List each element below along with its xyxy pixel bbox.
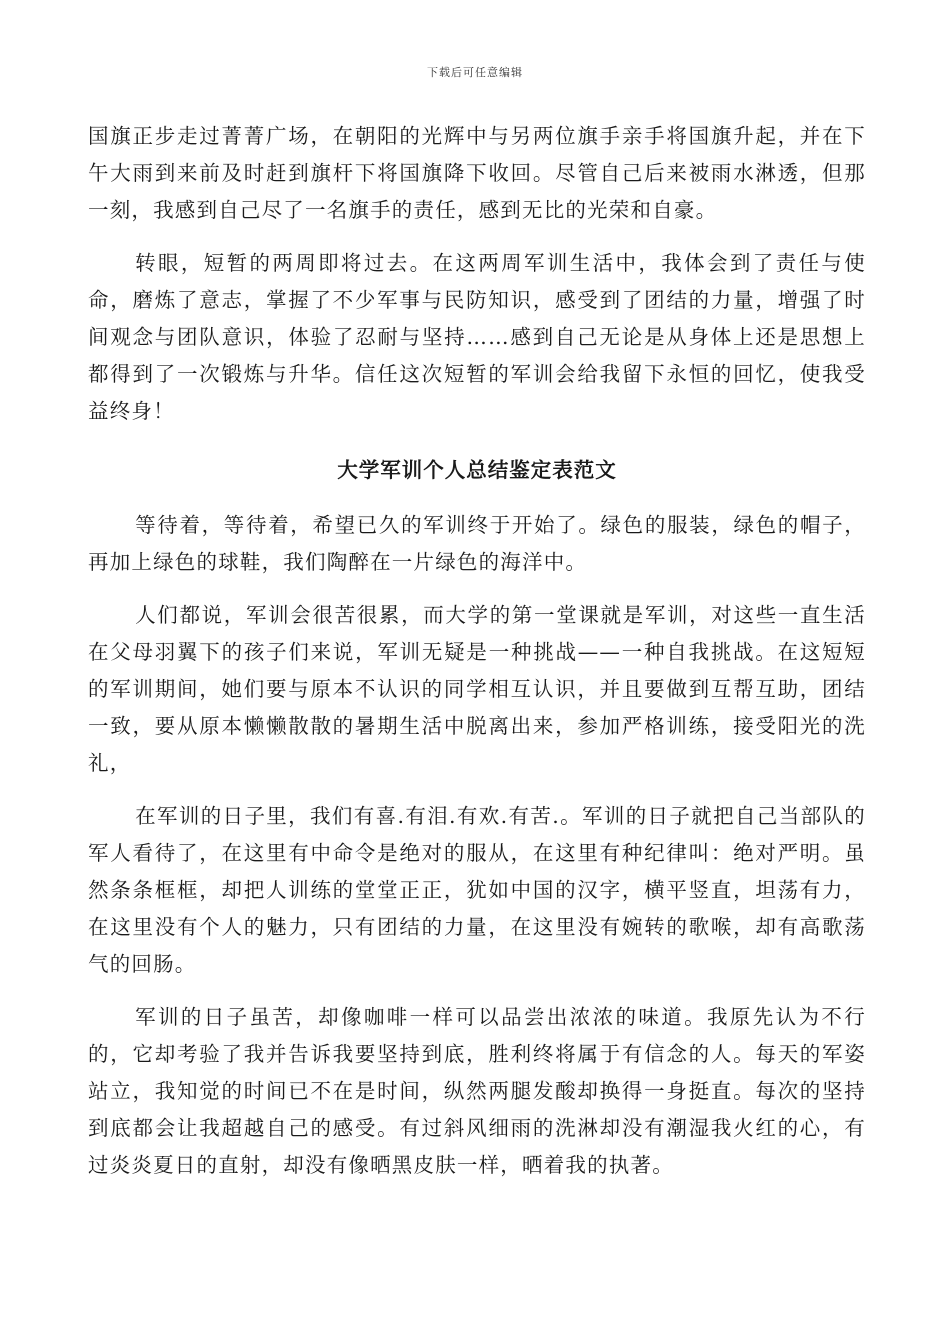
paragraph-2: 人们都说，军训会很苦很累，而大学的第一堂课就是军训，对这些一直生活在父母羽翼下的孩子们来说，军训无疑是一种挑战——一种自我挑战。在这短短的军训期间，她们要与原本不认识的同学相互认识，并且要做到互帮互助，团结一致，要从原本懒懒散散的暑期生活中脱离出来，参加严格训练，接受阳光的洗礼， [88, 603, 866, 775]
paragraph-1: 等待着，等待着，希望已久的军训终于开始了。绿色的服装，绿色的帽子，再加上绿色的球鞋，我们陶醉在一片绿色的海洋中。 [88, 513, 866, 574]
page-header: 下载后可任意编辑 [427, 66, 523, 79]
document-body [88, 118, 866, 1184]
section-title: 大学军训个人总结鉴定表范文 [337, 458, 617, 482]
paragraph-3: 在军训的日子里，我们有喜.有泪.有欢.有苦.。军训的日子就把自己当部队的军人看待了，在这里有中命令是绝对的服从，在这里有种纪律叫：绝对严明。虽然条条框框，却把人训练的堂堂正正，犹如中国的汉字，横平竖直，坦荡有力，在这里没有个人的魅力，只有团结的力量，在这里没有婉转的歌喉，却有高歌荡气的回肠。 [88, 804, 866, 976]
paragraph-4: 军训的日子虽苦，却像咖啡一样可以品尝出浓浓的味道。我原先认为不行的，它却考验了我并告诉我要坚持到底，胜利终将属于有信念的人。每天的军姿站立，我知觉的时间已不在是时间，纵然两腿发酸却换得一身挺直。每次的坚持到底都会让我超越自己的感受。有过斜风细雨的洗淋却没有潮湿我火红的心，有过炎炎夏日的直射，却没有像晒黑皮肤一样，晒着我的执著。 [88, 1005, 866, 1177]
paragraph-continued: 国旗正步走过菁菁广场，在朝阳的光辉中与另两位旗手亲手将国旗升起，并在下午大雨到来前及时赶到旗杆下将国旗降下收回。尽管自己后来被雨水淋透，但那一刻，我感到自己尽了一名旗手的责任，感到无比的光荣和自豪。 [88, 124, 866, 222]
paragraph-reflection: 转眼，短暂的两周即将过去。在这两周军训生活中，我体会到了责任与使命，磨炼了意志，掌握了不少军事与民防知识，感受到了团结的力量，增强了时间观念与团队意识，体验了忍耐与坚持……感到自己无论是从身体上还是思想上都得到了一次锻炼与升华。信任这次短暂的军训会给我留下永恒的回忆，使我受益终身！ [88, 251, 866, 423]
